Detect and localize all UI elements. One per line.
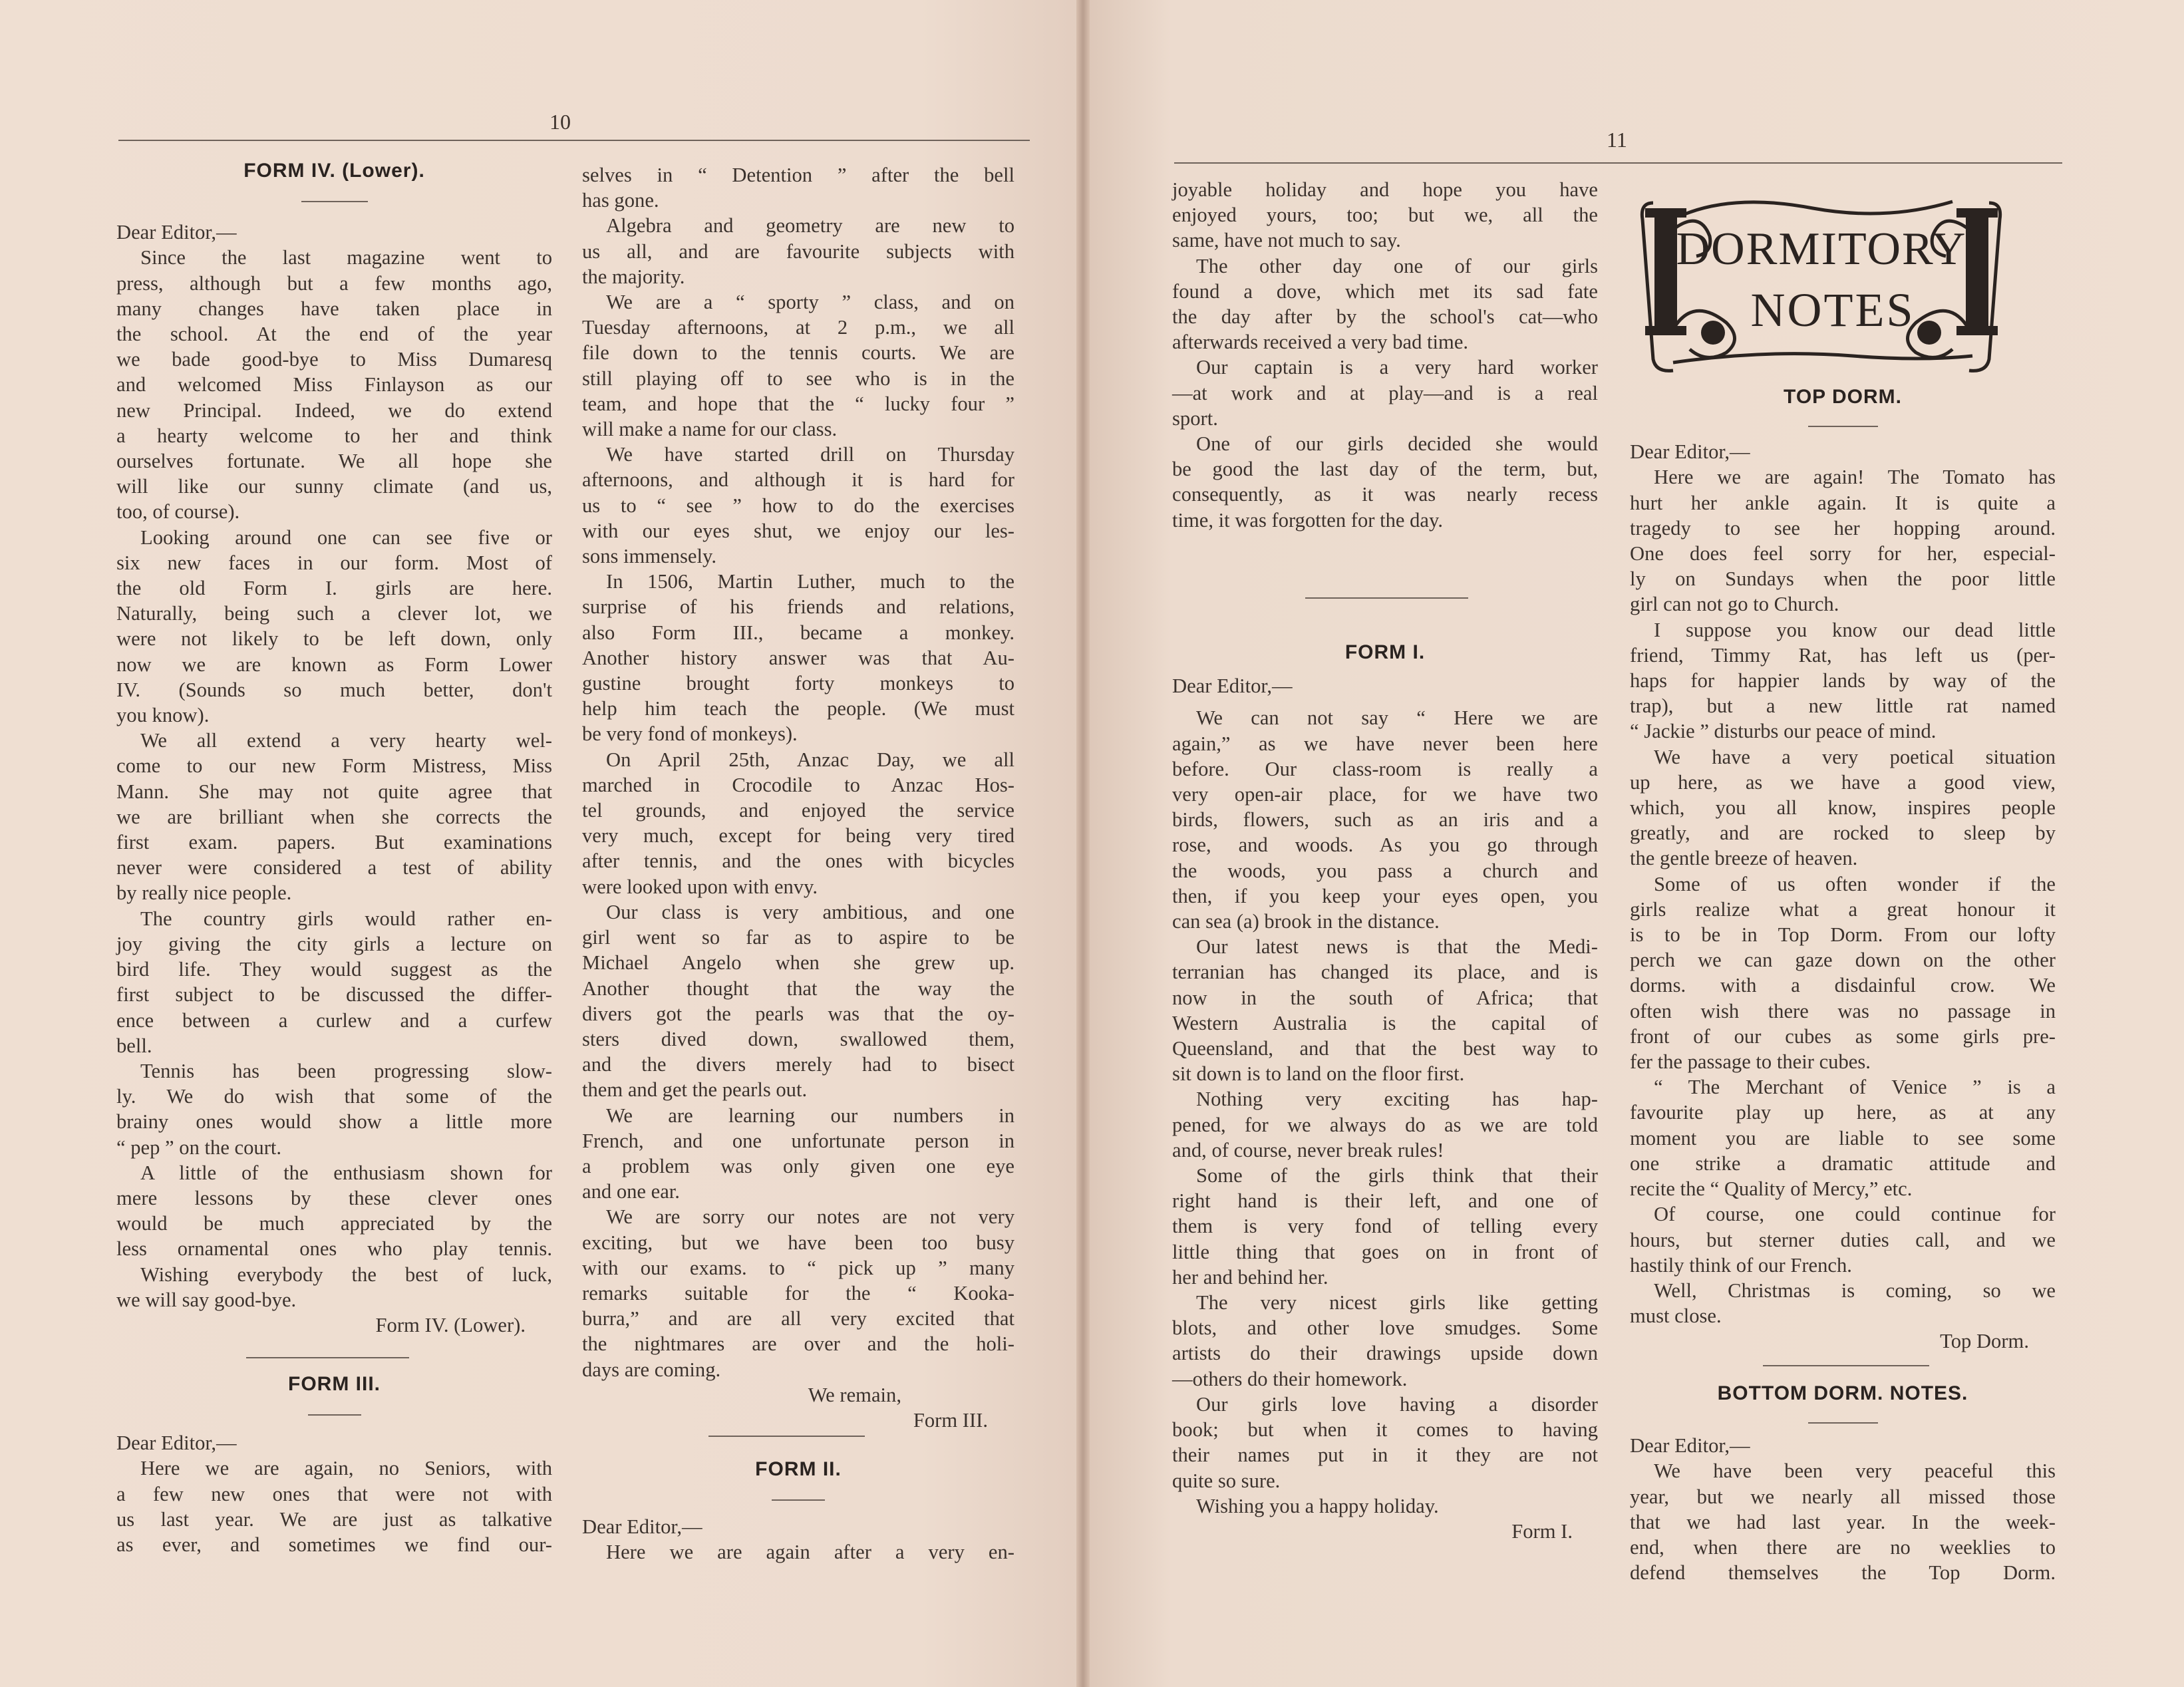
text-line: The country girls would rather en- [140, 907, 552, 930]
text-line: A little of the enthusiasm shown for [140, 1161, 552, 1184]
text-line: Some of the girls think that their [1196, 1164, 1598, 1187]
text-line: trap), but a new little rat named [1630, 694, 2056, 718]
text-line: them is very fond of telling every [1172, 1215, 1598, 1238]
text-line: time, it was forgotten for the day. [1172, 508, 1443, 532]
text-line: six new faces in our form. Most of [116, 551, 552, 574]
text-line: with our exams. to “ pick up ” many [582, 1256, 1014, 1279]
heading-separator [772, 1499, 825, 1501]
dormitory-notes-logo [1633, 190, 2009, 379]
text-line: In 1506, Martin Luther, much to the [606, 570, 1014, 593]
text-line: friend, Timmy Rat, has left us (per- [1630, 643, 2056, 667]
text-line: Tuesday afternoons, at 2 p.m., we all [582, 316, 1014, 339]
text-line: and one ear. [582, 1180, 680, 1203]
text-line: Since the last magazine went to [140, 246, 552, 269]
text-line: the woods, you pass a church and [1172, 859, 1598, 882]
text-line: We are sorry our notes are not very [606, 1205, 1014, 1229]
salutation: Dear Editor,— [1630, 1434, 1750, 1457]
text-line: Nothing very exciting has hap- [1196, 1088, 1598, 1111]
text-line: Looking around one can see five or [140, 526, 552, 549]
text-line: her and behind her. [1172, 1265, 1328, 1289]
text-line: “ Jackie ” disturbs our peace of mind. [1630, 720, 1937, 743]
heading-separator [308, 1414, 361, 1416]
text-line: blots, and other love smudges. Some [1172, 1316, 1598, 1340]
text-line: a few new ones that were not with [116, 1482, 552, 1505]
text-line: we bade good-bye to Miss Dumaresq [116, 348, 552, 371]
text-line: selves in “ Detention ” after the bell [582, 164, 1014, 186]
text-line: before. Our class-room is really a [1172, 757, 1598, 780]
text-line: often wish there was no passage in [1630, 999, 2056, 1022]
text-line: again,” as we have never been here [1172, 732, 1598, 755]
text-line: rose, and woods. As you go through [1172, 834, 1598, 857]
text-line: still playing off to see who is in the [582, 367, 1014, 390]
text-line: and, of course, never break rules! [1172, 1138, 1444, 1161]
form-iv-lower-heading: FORM IV. (Lower). [243, 160, 425, 182]
text-line: also Form III., became a monkey. [582, 621, 1014, 644]
text-line: the nightmares are over and the holi- [582, 1332, 1014, 1356]
text-line: were looked upon with envy. [582, 875, 818, 898]
text-line: come to our new Form Mistress, Miss [116, 754, 552, 778]
text-line: Here we are again after a very en- [606, 1541, 1014, 1564]
text-line: greatly, and are rocked to sleep by [1630, 822, 2056, 845]
text-line: hours, but sterner duties call, and we [1630, 1228, 2056, 1251]
text-line: Another history answer was that Au- [582, 646, 1014, 669]
salutation: Dear Editor,— [582, 1515, 702, 1539]
text-line: with our eyes shut, we enjoy our les- [582, 519, 1014, 542]
text-line: the majority. [582, 265, 685, 288]
form-iv-lower-section [116, 158, 552, 1338]
form-ii-body-continued [1172, 177, 1598, 533]
text-line: Some of us often wonder if the [1654, 872, 2056, 895]
section-divider [246, 1357, 409, 1358]
text-line: We all extend a very hearty wel- [140, 729, 552, 752]
text-line: front of our cubes as some girls pre- [1630, 1024, 2056, 1048]
text-line: —others do their homework. [1172, 1367, 1408, 1390]
text-line: We are learning our numbers in [606, 1104, 1014, 1127]
section-divider [1763, 1365, 1929, 1366]
page-number-right: 11 [1607, 128, 1627, 152]
text-line: burra,” and are all very excited that [582, 1307, 1014, 1330]
text-line: I suppose you know our dead little [1654, 618, 2056, 641]
text-line: new Principal. Indeed, we do extend [116, 398, 552, 422]
text-line: The other day one of our girls [1196, 254, 1598, 277]
salutation: Dear Editor,— [1172, 675, 1293, 698]
text-line: which, you all know, inspires people [1630, 796, 2056, 820]
text-line: French, and one unfortunate person in [582, 1129, 1014, 1152]
text-line: girl went so far as to aspire to be [582, 926, 1014, 949]
text-line: a problem was only given one eye [582, 1154, 1014, 1177]
salutation: Dear Editor,— [1630, 440, 1750, 464]
text-line: the school. At the end of the year [116, 323, 552, 346]
text-line: “ pep ” on the court. [116, 1136, 282, 1159]
text-line: dorms. with a disdainful crow. We [1630, 974, 2056, 997]
text-line: then, if you keep your eyes open, you [1172, 884, 1598, 907]
form-iv-lower-signature: Form IV. (Lower). [375, 1313, 526, 1336]
form-ii-heading: FORM II. [755, 1458, 842, 1480]
text-line: recite the “ Quality of Mercy,” etc. [1630, 1177, 1913, 1201]
text-line: less ornamental ones who play tennis. [116, 1237, 552, 1261]
bottom-dorm-body [1630, 1458, 2056, 1585]
text-line: will make a name for our class. [582, 418, 838, 441]
bottom-dorm-heading: BOTTOM DORM. NOTES. [1717, 1382, 1968, 1404]
text-line: team, and hope that the “ lucky four ” [582, 392, 1014, 415]
bottom-dorm-section [1630, 1381, 2056, 1585]
text-line: Algebra and geometry are new to [606, 214, 1014, 237]
text-line: hurt her ankle again. It is quite a [1630, 491, 2056, 514]
text-line: up here, as we have a good view, [1630, 770, 2056, 794]
form-i-section [1172, 640, 1598, 1544]
text-line: hastily think of our French. [1630, 1253, 1852, 1277]
text-line: fer the passage to their cubes. [1630, 1050, 1871, 1074]
text-line: sit down is to land on the floor first. [1172, 1062, 1465, 1086]
text-line: defend themselves the Top Dorm. [1630, 1561, 2056, 1585]
text-line: ourselves fortunate. We all hope she [116, 450, 552, 473]
text-line: We have started drill on Thursday [606, 443, 1014, 466]
text-line: the old Form I. girls are here. [116, 577, 552, 600]
text-line: haps for happier lands by way of the [1630, 669, 2056, 692]
text-line: Naturally, being such a clever lot, we [116, 602, 552, 625]
text-line: many changes have taken place in [116, 297, 552, 320]
text-line: Western Australia is the capital of [1172, 1011, 1598, 1034]
text-line: will like our sunny climate (and us, [116, 475, 552, 498]
text-line: gustine brought forty monkeys to [582, 672, 1014, 695]
form-i-heading: FORM I. [1344, 641, 1426, 663]
text-line: Our latest news is that the Medi- [1196, 935, 1598, 959]
text-line: and welcomed Miss Finlayson as our [116, 373, 552, 396]
form-i-signature: Form I. [1511, 1519, 1573, 1543]
text-line: sters dived down, swallowed them, [582, 1027, 1014, 1050]
text-line: girl can not go to Church. [1630, 593, 1839, 616]
text-line: perch we can gaze down on the other [1630, 949, 2056, 972]
form-iii-heading: FORM III. [288, 1373, 381, 1395]
text-line: end, when there are no weeklies to [1630, 1536, 2056, 1559]
form-iii-section [116, 1372, 552, 1557]
text-line: consequently, as it was nearly recess [1172, 483, 1598, 506]
text-line: afterwards received a very bad time. [1172, 331, 1469, 354]
text-line: ence between a curlew and a curfew [116, 1008, 552, 1032]
text-line: help him teach the people. (We must [582, 697, 1014, 720]
text-line: Another thought that the way the [582, 977, 1014, 1000]
text-line: now we are known as Form Lower [116, 653, 552, 676]
text-line: very much, except for being very tired [582, 824, 1014, 847]
text-line: Here we are again, no Seniors, with [140, 1457, 552, 1480]
text-line: favourite play up here, as at any [1630, 1101, 2056, 1124]
text-line: press, although but a few months ago, [116, 271, 552, 295]
text-line: enjoyed yours, too; but we, all the [1172, 204, 1598, 227]
text-line: terranian has changed its place, and is [1172, 961, 1598, 984]
top-dorm-body [1630, 464, 2056, 1328]
form-ii-continued [1172, 177, 1598, 533]
text-line: brainy ones would show a little more [116, 1110, 552, 1134]
text-line: book; but when it comes to having [1172, 1418, 1598, 1442]
text-line: right hand is their left, and one of [1172, 1189, 1598, 1213]
text-line: We are a “ sporty ” class, and on [606, 291, 1014, 314]
text-line: joyable holiday and hope you have [1172, 178, 1598, 201]
text-line: One of our girls decided she would [1196, 432, 1598, 456]
text-line: afternoons, and although it is hard for [582, 468, 1014, 492]
text-line: Our captain is a very hard worker [1196, 356, 1598, 379]
text-line: us all, and are favourite subjects with [582, 239, 1014, 263]
text-line: One does feel sorry for her, especial- [1630, 542, 2056, 565]
text-line: found a dove, which met its sad fate [1172, 279, 1598, 303]
text-line: and the divers merely had to bisect [582, 1053, 1014, 1076]
text-line: We have been very peaceful this [1654, 1459, 2056, 1483]
text-line: you know). [116, 704, 210, 727]
text-line: a hearty welcome to her and think [116, 424, 552, 447]
text-line: days are coming. [582, 1358, 721, 1381]
text-line: bird life. They would suggest as the [116, 958, 552, 981]
header-rule-left [118, 140, 1030, 141]
text-line: birds, flowers, such as an iris and a [1172, 808, 1598, 832]
text-line: us last year. We are just as talkative [116, 1507, 552, 1531]
text-line: must close. [1630, 1304, 1722, 1328]
text-line: never were considered a test of ability [116, 856, 552, 879]
form-ii-body [582, 1539, 1014, 1565]
text-line: tragedy to see her hopping around. [1630, 516, 2056, 539]
page-number-left: 10 [549, 110, 571, 134]
text-line: their names put in it they are not [1172, 1444, 1598, 1467]
text-line: moment you are liable to see some [1630, 1126, 2056, 1150]
form-iii-continued [582, 162, 1014, 1433]
text-line: Queensland, and that the best way to [1172, 1037, 1598, 1060]
heading-separator [1808, 1422, 1878, 1424]
text-line: joy giving the city girls a lecture on [116, 932, 552, 955]
form-iii-signature: Form III. [913, 1408, 988, 1432]
book-gutter [1076, 0, 1090, 1687]
section-divider [1305, 597, 1468, 599]
top-dorm-signature: Top Dorm. [1940, 1330, 2029, 1353]
text-line: has gone. [582, 189, 659, 212]
text-line: pened, for we always do as we are told [1172, 1113, 1598, 1136]
text-line: Wishing everybody the best of luck, [140, 1263, 552, 1286]
text-line: be good the last day of the term, but, [1172, 458, 1598, 481]
text-line: is to be in Top Dorm. From our lofty [1630, 923, 2056, 947]
text-line: too, of course). [116, 500, 240, 524]
form-ii-section [582, 1457, 1014, 1565]
text-line: we will say good-bye. [116, 1288, 297, 1311]
text-line: now in the south of Africa; that [1172, 986, 1598, 1009]
text-line: were not likely to be left down, only [116, 627, 552, 651]
text-line: as ever, and sometimes we find our- [116, 1533, 552, 1557]
top-dorm-section [1630, 384, 2056, 1354]
form-i-body [1172, 705, 1598, 1519]
text-line: ly. We do wish that some of the [116, 1085, 552, 1108]
text-line: The very nicest girls like getting [1196, 1291, 1598, 1314]
text-line: “ The Merchant of Venice ” is a [1654, 1076, 2056, 1099]
text-line: can sea (a) brook in the distance. [1172, 910, 1440, 933]
text-line: little thing that goes on in front of [1172, 1240, 1598, 1263]
header-rule-right [1174, 162, 2062, 164]
text-line: tel grounds, and enjoyed the service [582, 799, 1014, 822]
form-iii-body-continued [582, 162, 1014, 1382]
text-line: the day after by the school's cat—who [1172, 305, 1598, 329]
text-line: we are brilliant when she corrects the [116, 805, 552, 828]
text-line: IV. (Sounds so much better, don't [116, 678, 552, 701]
heading-separator [301, 201, 368, 202]
text-line: remarks suitable for the “ Kooka- [582, 1281, 1014, 1304]
text-line: divers got the pearls was that the oy- [582, 1002, 1014, 1025]
salutation: Dear Editor,— [116, 1432, 237, 1455]
text-line: girls realize what a great honour it [1630, 897, 2056, 921]
text-line: surprise of his friends and relations, [582, 595, 1014, 619]
text-line: that we had last year. In the week- [1630, 1510, 2056, 1533]
text-line: exciting, but we have been too busy [582, 1231, 1014, 1254]
text-line: after tennis, and the ones with bicycles [582, 849, 1014, 873]
text-line: We can not say “ Here we are [1196, 706, 1598, 730]
text-line: Our girls love having a disorder [1196, 1392, 1598, 1416]
text-line: Mann. She may not quite agree that [116, 780, 552, 803]
text-line: We have a very poetical situation [1654, 745, 2056, 768]
text-line: would be much appreciated by the [116, 1212, 552, 1235]
text-line: file down to the tennis courts. We are [582, 341, 1014, 365]
form-iii-body [116, 1456, 552, 1557]
text-line: one strike a dramatic attitude and [1630, 1151, 2056, 1175]
form-iii-closing: We remain, [808, 1383, 901, 1406]
text-line: Our class is very ambitious, and one [606, 900, 1014, 923]
logo-line-1: DORMITORY [1676, 224, 1967, 275]
text-line: Here we are again! The Tomato has [1654, 466, 2056, 489]
text-line: be very fond of monkeys). [582, 722, 798, 746]
heading-separator [1808, 426, 1878, 427]
text-line: bell. [116, 1034, 152, 1057]
form-iv-lower-body [116, 245, 552, 1312]
section-divider [708, 1436, 865, 1437]
text-line: first subject to be discussed the differ- [116, 983, 552, 1006]
text-line: us to “ see ” how to do the exercises [582, 494, 1014, 517]
text-line: Michael Angelo when she grew up. [582, 951, 1014, 975]
text-line: quite so sure. [1172, 1469, 1281, 1492]
text-line: year, but we nearly all missed those [1630, 1485, 2056, 1508]
text-line: them and get the pearls out. [582, 1078, 808, 1102]
text-line: Tennis has been progressing slow- [140, 1059, 552, 1082]
top-dorm-heading: TOP DORM. [1784, 386, 1902, 408]
text-line: artists do their drawings upside down [1172, 1342, 1598, 1365]
text-line: Of course, one could continue for [1654, 1203, 2056, 1226]
salutation: Dear Editor,— [116, 221, 237, 244]
text-line: very open-air place, for we have two [1172, 783, 1598, 806]
text-line: the gentle breeze of heaven. [1630, 847, 1858, 870]
text-line: sport. [1172, 406, 1218, 430]
text-line: mere lessons by these clever ones [116, 1186, 552, 1209]
text-line: —at work and at play—and is a real [1172, 381, 1598, 404]
text-line: by really nice people. [116, 881, 292, 905]
text-line: first exam. papers. But examinations [116, 831, 552, 854]
text-line: Well, Christmas is coming, so we [1654, 1279, 2056, 1302]
text-line: Wishing you a happy holiday. [1196, 1494, 1439, 1517]
text-line: sons immensely. [582, 545, 716, 568]
logo-line-2: NOTES [1750, 283, 1915, 337]
text-line: ly on Sundays when the poor little [1630, 567, 2056, 591]
text-line: marched in Crocodile to Anzac Hos- [582, 773, 1014, 796]
text-line: On April 25th, Anzac Day, we all [606, 748, 1014, 771]
text-line: same, have not much to say. [1172, 229, 1401, 252]
